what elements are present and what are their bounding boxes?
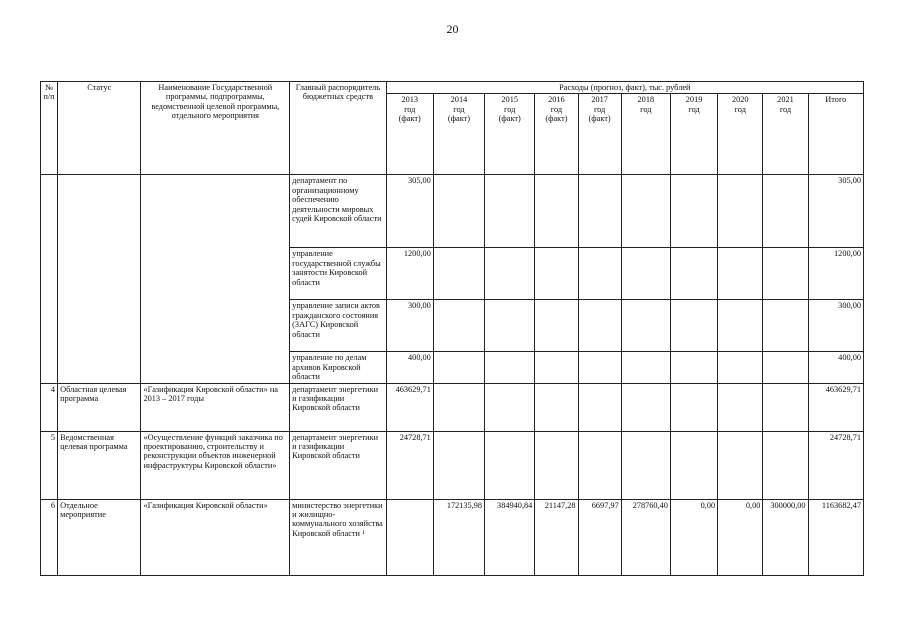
value-2016 xyxy=(535,383,578,431)
header-year-2018: 2018 год xyxy=(621,94,670,175)
value-total: 305,00 xyxy=(808,175,863,248)
value-2016 xyxy=(535,352,578,383)
row-num: 5 xyxy=(41,431,58,499)
row-name: «Газификация Кировской области» xyxy=(141,499,290,575)
header-year-2013: 2013 год (факт) xyxy=(386,94,433,175)
value-2015 xyxy=(485,431,535,499)
value-2019: 0,00 xyxy=(670,499,717,575)
value-total: 1200,00 xyxy=(808,248,863,300)
table-row xyxy=(41,431,864,499)
header-year-2015: 2015 год (факт) xyxy=(485,94,535,175)
value-2018 xyxy=(621,248,670,300)
value-2020 xyxy=(718,383,763,431)
value-2015: 384940,84 xyxy=(485,499,535,575)
value-2020 xyxy=(718,352,763,383)
table-row xyxy=(41,175,864,248)
header-year-2020: 2020 год xyxy=(718,94,763,175)
value-2021 xyxy=(763,352,808,383)
value-2015 xyxy=(485,175,535,248)
value-2021 xyxy=(763,248,808,300)
value-2013: 400,00 xyxy=(386,352,433,383)
header-status: Статус xyxy=(58,82,141,175)
value-2020 xyxy=(718,300,763,352)
value-total: 24728,71 xyxy=(808,431,863,499)
value-2020 xyxy=(718,248,763,300)
header-row-1 xyxy=(41,82,864,94)
header-expenses: Расходы (прогноз, факт), тыс. рублей xyxy=(386,82,863,94)
header-name: Наименование Государственной программы, подпрограммы, ведомственной целевой программы, отдельного мероприятия xyxy=(141,82,290,175)
value-2020 xyxy=(718,175,763,248)
row-distributor: департамент по организационному обеспечению деятельности мировых судей Кировской области xyxy=(290,175,386,248)
row-status: Ведомственная целевая программа xyxy=(58,431,141,499)
value-2014 xyxy=(433,248,484,300)
row-name: «Осуществление функций заказчика по проектированию, строительству и реконструкции объектов инженерной инфраструктуры Кировской области» xyxy=(141,431,290,499)
header-num: № п/п xyxy=(41,82,58,175)
header-year-2021: 2021 год xyxy=(763,94,808,175)
header-year-2017: 2017 год (факт) xyxy=(578,94,621,175)
value-2013 xyxy=(386,499,433,575)
value-2017 xyxy=(578,352,621,383)
value-2017 xyxy=(578,431,621,499)
row-status xyxy=(58,175,141,383)
value-total: 400,00 xyxy=(808,352,863,383)
value-2013: 300,00 xyxy=(386,300,433,352)
value-2019 xyxy=(670,431,717,499)
value-2014 xyxy=(433,352,484,383)
table-row xyxy=(41,499,864,575)
header-distributor: Главный распорядитель бюджетных средств xyxy=(290,82,386,175)
value-total: 463629,71 xyxy=(808,383,863,431)
header-total: Итого xyxy=(808,94,863,175)
value-2015 xyxy=(485,352,535,383)
value-2014 xyxy=(433,175,484,248)
value-2018: 278760,40 xyxy=(621,499,670,575)
row-distributor: департамент энергетики и газификации Кировской области xyxy=(290,383,386,431)
value-2013: 1200,00 xyxy=(386,248,433,300)
value-2015 xyxy=(485,300,535,352)
row-name xyxy=(141,175,290,383)
value-2015 xyxy=(485,248,535,300)
value-2021 xyxy=(763,300,808,352)
value-2017 xyxy=(578,300,621,352)
value-2021 xyxy=(763,383,808,431)
header-year-2014: 2014 год (факт) xyxy=(433,94,484,175)
value-2021 xyxy=(763,431,808,499)
row-distributor: управление государственной службы занятости Кировской области xyxy=(290,248,386,300)
value-2017 xyxy=(578,248,621,300)
value-total: 1163682,47 xyxy=(808,499,863,575)
row-distributor: управление записи актов гражданского состояния (ЗАГС) Кировской области xyxy=(290,300,386,352)
value-2018 xyxy=(621,383,670,431)
budget-table xyxy=(40,81,864,576)
value-2017 xyxy=(578,175,621,248)
value-2013: 305,00 xyxy=(386,175,433,248)
value-2018 xyxy=(621,352,670,383)
value-2019 xyxy=(670,352,717,383)
value-2020 xyxy=(718,431,763,499)
value-2016: 21147,28 xyxy=(535,499,578,575)
row-num: 6 xyxy=(41,499,58,575)
value-2021 xyxy=(763,175,808,248)
value-2017: 6697,97 xyxy=(578,499,621,575)
header-year-2019: 2019 год xyxy=(670,94,717,175)
value-2013: 463629,71 xyxy=(386,383,433,431)
value-2013: 24728,71 xyxy=(386,431,433,499)
row-status: Отдельное мероприятие xyxy=(58,499,141,575)
value-2021: 300000,00 xyxy=(763,499,808,575)
value-2014 xyxy=(433,431,484,499)
row-distributor: управление по делам архивов Кировской области xyxy=(290,352,386,383)
value-2017 xyxy=(578,383,621,431)
value-2016 xyxy=(535,300,578,352)
table-row xyxy=(41,383,864,431)
value-2019 xyxy=(670,300,717,352)
value-2014 xyxy=(433,300,484,352)
value-2019 xyxy=(670,383,717,431)
value-2014: 172135,98 xyxy=(433,499,484,575)
row-name: «Газификация Кировской области» на 2013 – 2017 годы xyxy=(141,383,290,431)
value-2016 xyxy=(535,248,578,300)
value-2018 xyxy=(621,431,670,499)
value-2019 xyxy=(670,175,717,248)
value-2016 xyxy=(535,175,578,248)
value-total: 300,00 xyxy=(808,300,863,352)
value-2015 xyxy=(485,383,535,431)
value-2014 xyxy=(433,383,484,431)
row-distributor: министерство энергетики и жилищно-коммунального хозяйства Кировской области ¹ xyxy=(290,499,386,575)
row-distributor: департамент энергетики и газификации Кировской области xyxy=(290,431,386,499)
row-num: 4 xyxy=(41,383,58,431)
value-2020: 0,00 xyxy=(718,499,763,575)
value-2018 xyxy=(621,300,670,352)
value-2019 xyxy=(670,248,717,300)
row-status: Областная целевая программа xyxy=(58,383,141,431)
page-number: 20 xyxy=(446,22,459,36)
row-num xyxy=(41,175,58,383)
value-2016 xyxy=(535,431,578,499)
header-year-2016: 2016 год (факт) xyxy=(535,94,578,175)
value-2018 xyxy=(621,175,670,248)
